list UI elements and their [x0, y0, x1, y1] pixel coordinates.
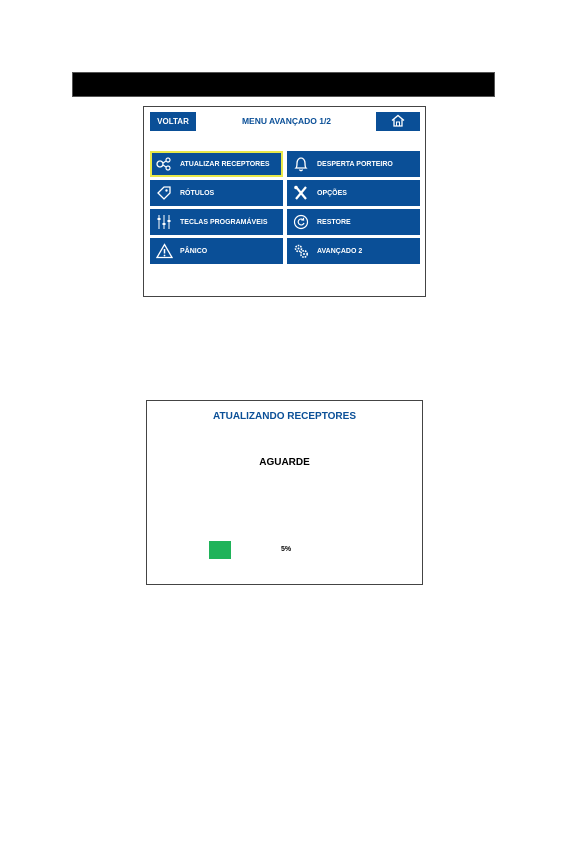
progress-title: ATUALIZANDO RECEPTORES: [213, 411, 356, 422]
menu-item-rotulos[interactable]: [150, 180, 283, 206]
menu-item-opcoes[interactable]: [287, 180, 420, 206]
menu-item-label: AVANÇADO 2: [317, 247, 363, 255]
menu-item-restore[interactable]: [287, 209, 420, 235]
menu-item-label: RESTORE: [317, 218, 351, 226]
menu-item-label: RÓTULOS: [180, 189, 215, 197]
update-progress-screen: [146, 400, 423, 585]
menu-item-desperta-porteiro[interactable]: [287, 151, 420, 177]
advanced-menu-screen: [143, 106, 426, 297]
back-button[interactable]: VOLTAR: [150, 112, 196, 131]
progress-bar-fill: [209, 541, 231, 559]
menu-item-label: ATUALIZAR RECEPTORES: [180, 160, 270, 168]
sliders-icon: [154, 213, 174, 231]
receivers-icon: [154, 155, 174, 173]
menu-item-label: TECLAS PROGRAMÁVEIS: [180, 218, 268, 226]
tools-icon: [291, 184, 311, 202]
page-title: MENU AVANÇADO 1/2: [241, 116, 332, 126]
progress-percent: 5%: [281, 546, 292, 553]
tag-icon: [154, 184, 174, 202]
menu-item-label: OPÇÕES: [317, 189, 347, 197]
home-button[interactable]: [376, 112, 420, 131]
header-bar: [72, 72, 495, 97]
home-icon: [391, 114, 405, 129]
menu-item-teclas-programaveis[interactable]: [150, 209, 283, 235]
menu-item-panico[interactable]: [150, 238, 283, 264]
menu-item-label: PÂNICO: [180, 247, 208, 255]
warning-icon: [154, 242, 174, 260]
restore-icon: [291, 213, 311, 231]
menu-item-avancado-2[interactable]: [287, 238, 420, 264]
menu-item-label: DESPERTA PORTEIRO: [317, 160, 393, 168]
gears-icon: [291, 242, 311, 260]
menu-item-atualizar-receptores[interactable]: [150, 151, 283, 177]
status-text: AGUARDE: [259, 457, 310, 468]
menu-grid: [150, 151, 421, 264]
bell-icon: [291, 155, 311, 173]
